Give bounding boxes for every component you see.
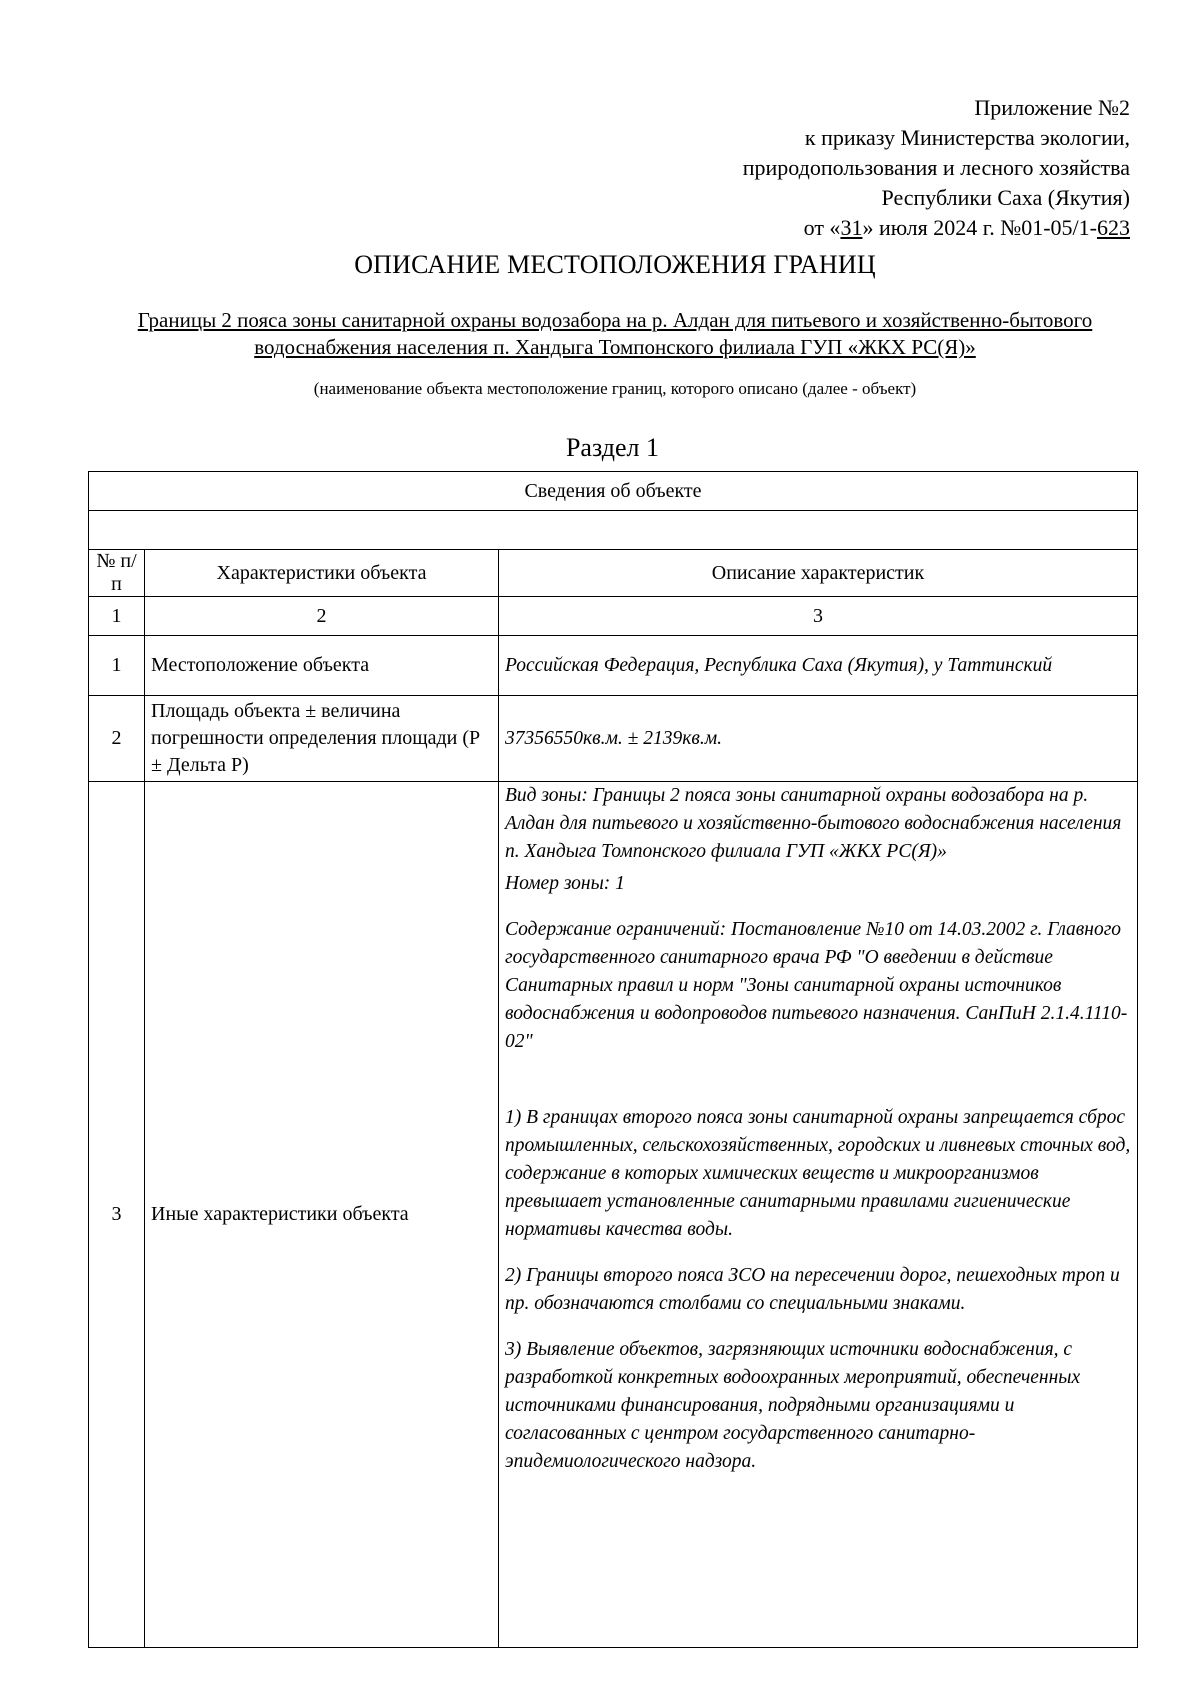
restriction-item: 3) Выявление объектов, загрязняющих источники водоснабжения, с разработкой конкретных водоохранных мероприятий, обеспеченных источниками финансирования, подрядными организациями и согласованных с центром государственного санитарно-эпидемиологического надзора. [505, 1339, 1081, 1472]
object-name [90, 307, 1140, 361]
date-middle: » июля 2024 г. №01-05/1- [862, 215, 1097, 240]
appendix-line: Республики Саха (Якутия) [881, 185, 1130, 210]
object-name-line: Границы 2 пояса зоны санитарной охраны водозабора на р. Алдан для питьевого и хозяйственно-бытового [137, 308, 1093, 332]
row-characteristic: Местоположение объекта [145, 636, 499, 696]
date-prefix: от « [803, 215, 841, 240]
object-caption: (наименование объекта местоположение границ, которого описано (далее - объект) [313, 379, 917, 398]
header-description: Описание характеристик [499, 550, 1138, 597]
table-row [89, 636, 1138, 696]
object-name-line: водоснабжения населения п. Хандыга Томпонского филиала ГУП «ЖКХ РС(Я)» [254, 335, 976, 359]
empty-row [89, 511, 1138, 550]
header-number: № п/п [89, 550, 145, 597]
row-description [499, 782, 1138, 1648]
restrictions-content: Содержание ограничений: Постановление №10 от 14.03.2002 г. Главного государственного санитарного врача РФ "О введении в действие Санитарных правил и норм "Зоны санитарной охраны источников водоснабжения и водопроводов питьевого назначения. СанПиН 2.1.4.1110-02" [505, 919, 1128, 1052]
object-info-table [88, 471, 1138, 1648]
row-number: 3 [89, 782, 145, 1648]
appendix-header [430, 93, 1130, 243]
appendix-line: Приложение №2 [974, 95, 1130, 120]
section-title: Раздел 1 [565, 433, 660, 462]
row-characteristic: Иные характеристики объекта [145, 782, 499, 1648]
header-characteristic: Характеристики объекта [145, 550, 499, 597]
row-characteristic: Площадь объекта ± величина погрешности определения площади (Р ± Дельта Р) [145, 696, 499, 782]
zone-type: Вид зоны: Границы 2 пояса зоны санитарной охраны водозабора на р. Алдан для питьевого и хозяйственно-бытового водоснабжения населения п. Хандыга Томпонского филиала ГУП «ЖКХ РС(Я)» [505, 785, 1122, 862]
restriction-item: 2) Границы второго пояса ЗСО на пересечении дорог, пешеходных троп и пр. обозначаются столбами со специальными знаками. [505, 1265, 1120, 1314]
zone-number: Номер зоны: 1 [505, 873, 625, 894]
column-number: 3 [499, 597, 1138, 636]
column-number: 1 [89, 597, 145, 636]
date-day: 31 [840, 215, 863, 240]
appendix-line: к приказу Министерства экологии, [804, 125, 1130, 150]
table-row [89, 696, 1138, 782]
appendix-date [430, 213, 1130, 243]
appendix-line: природопользования и лесного хозяйства [742, 155, 1130, 180]
order-number: 623 [1097, 215, 1130, 240]
row-description: Российская Федерация, Республика Саха (Якутия), у Таттинский [499, 636, 1138, 696]
table-caption: Сведения об объекте [89, 472, 1138, 511]
row-number: 1 [89, 636, 145, 696]
table-row [89, 782, 1138, 1648]
column-number: 2 [145, 597, 499, 636]
row-description: 37356550кв.м. ± 2139кв.м. [499, 696, 1138, 782]
row-number: 2 [89, 696, 145, 782]
document-title: ОПИСАНИЕ МЕСТОПОЛОЖЕНИЯ ГРАНИЦ [354, 250, 876, 279]
restriction-item: 1) В границах второго пояса зоны санитарной охраны запрещается сброс промышленных, сельскохозяйственных, городских и ливневых сточных вод, содержание в которых химических веществ и микроорганизмов превышает установленные санитарными правилами гигиенические нормативы качества воды. [505, 1107, 1131, 1240]
